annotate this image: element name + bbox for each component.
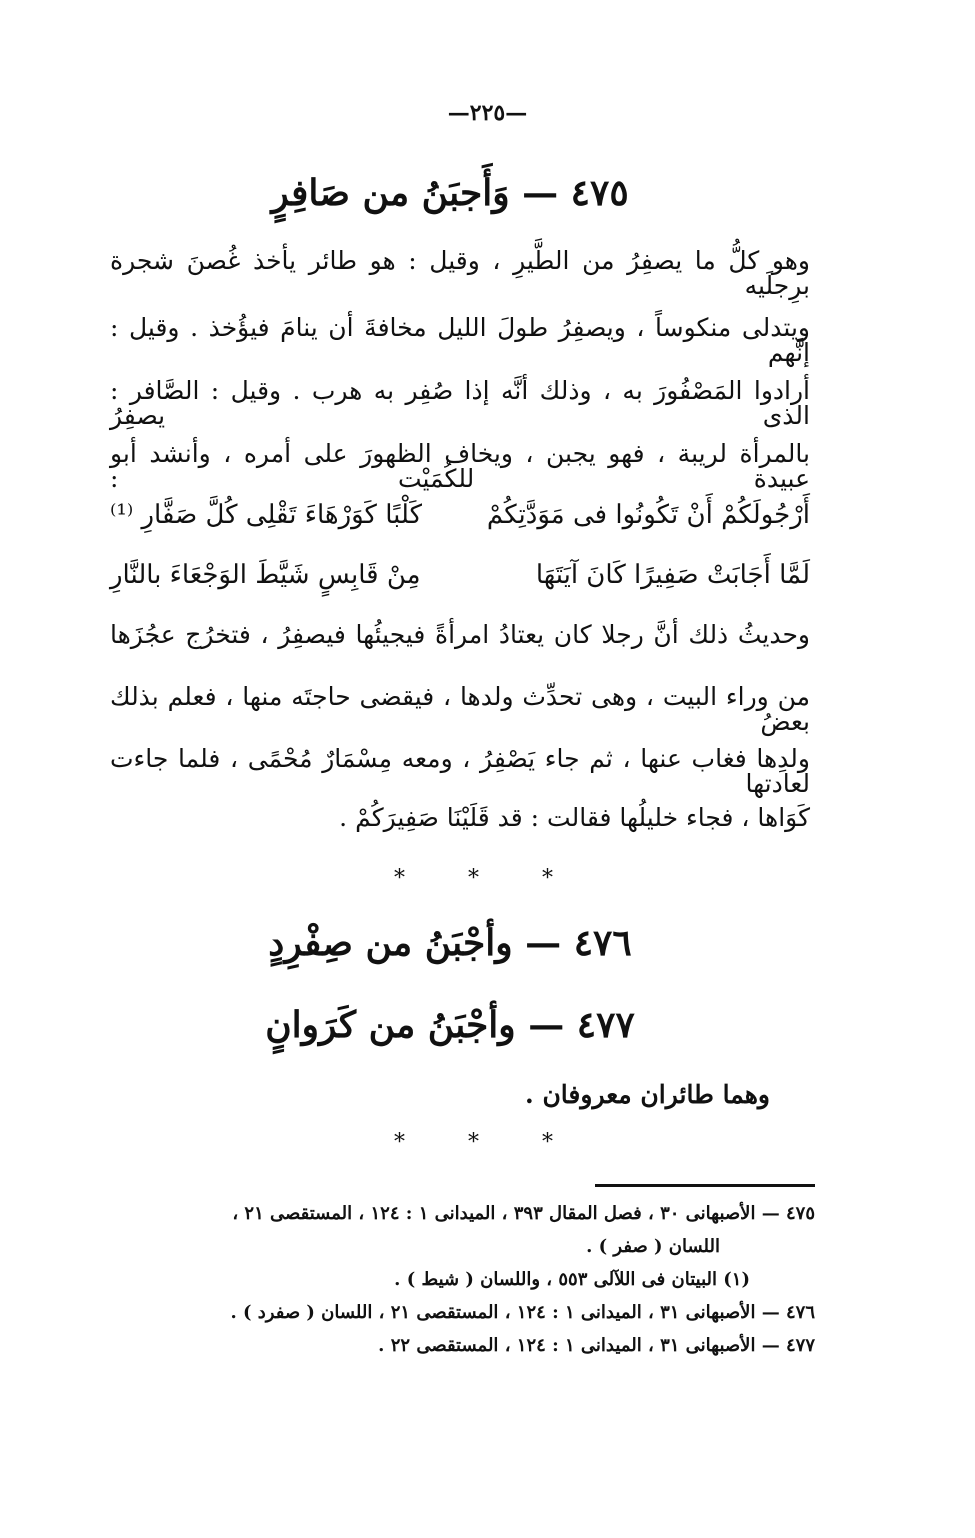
verse-1-second-hemistich: كَلْبًا كَوَرْهَاءَ تَقْلِى كُلَّ صَفَّارِ ⁽¹⁾ (110, 500, 422, 530)
entry-476-title: ٤٧٦ — وأجْبَنُ من صِفْرِدٍ (268, 922, 632, 964)
story-line-3: ولدِها فغاب عنها ، ثم جاء يَصْفِرُ ، ومعه مِسْمَارٌ مُحْمًى ، فلما جاءت لعادتها (110, 744, 810, 798)
entry-477-text: وهما طائران معروفان . (525, 1080, 770, 1109)
story-line-4: كَوَاها ، فجاء خليلُها فقالت : قد قَلَيْنَا صَفِيرَكُمْ . (339, 803, 810, 832)
entry-475-line-1: وهو كلُّ ما يصفِرُ من الطَّيرِ ، وقيل : هو طائر يأخذ غُصنَ شجرة برِجلَيه (110, 246, 810, 300)
entry-477-title: ٤٧٧ — وأجْبَنُ من كَرَوانٍ (265, 1004, 635, 1046)
verse-2-second-hemistich: مِنْ قَابِسٍ شَيَّطَ الوَجْعَاءَ بالنَّارِ (110, 560, 421, 590)
verse-1-first-hemistich: أَرْجُولَكُمْ أَنْ تَكُونُوا فى مَوَدَّتِكُمْ (486, 500, 810, 530)
entry-475-line-3: أرادوا المَصْفُورَ به ، وذلك أنَّه إذا صُفِر به هرب . وقيل : الصَّافر : الذى يصفِرُ (110, 376, 810, 430)
entry-475-line-4: بالمرأة لريبة ، فهو يجبن ، ويخاف الظهورَ على أمره ، وأنشد أبو عبيدة للكُمَيْت : (110, 439, 810, 493)
footnote-1: (١) البيتان فى اللآلى ٥٥٣ ، واللسان ( شيط ) . (394, 1269, 750, 1290)
section-divider-stars-2: * * * (394, 1130, 581, 1155)
page-number: —٢٢٥— (447, 100, 528, 126)
footnote-separator (595, 1184, 815, 1187)
verse-2-first-hemistich: لَمَّا أَجَابَتْ صَفِيرًا كَانَ آيَتَهَا (535, 560, 810, 590)
verse-1 (110, 500, 810, 530)
entry-475-title: ٤٧٥ — وَأَجبَنُ من صَافِرٍ (271, 172, 629, 214)
story-line-1: وحديثُ ذلك أنَّ رجلا كان يعتادُ امرأةً فيجيئُها فيصفِرُ ، فتخرُج عجُزَها (110, 620, 810, 649)
section-divider-stars: * * * (394, 866, 581, 891)
footnote-476: ٤٧٦ — الأصبهانى ٣١ ، الميدانى ١ : ١٢٤ ، المستقصى ٢١ ، اللسان ( صفرد ) . (230, 1302, 815, 1323)
entry-475-line-2: ويتدلى منكوساً ، ويصفِرُ طولَ الليل مخافةَ أن ينامَ فيؤُخذ . وقيل : إنَّهم (110, 313, 810, 367)
footnote-477: ٤٧٧ — الأصبهانى ٣١ ، الميدانى ١ : ١٢٤ ، المستقصى ٢٢ . (378, 1335, 815, 1356)
verse-2 (110, 560, 810, 590)
footnote-475-line-1: ٤٧٥ — الأصبهانى ٣٠ ، فصل المقال ٣٩٣ ، الميدانى ١ : ١٢٤ ، المستقصى ٢١ ، (232, 1203, 815, 1224)
footnote-475-line-2: اللسان ( صفر ) . (586, 1236, 720, 1257)
story-line-2: من وراء البيت ، وهى تحدِّث ولدها ، فيقضى حاجتَه منها ، فعلم بذلك بعضُ (110, 682, 810, 736)
